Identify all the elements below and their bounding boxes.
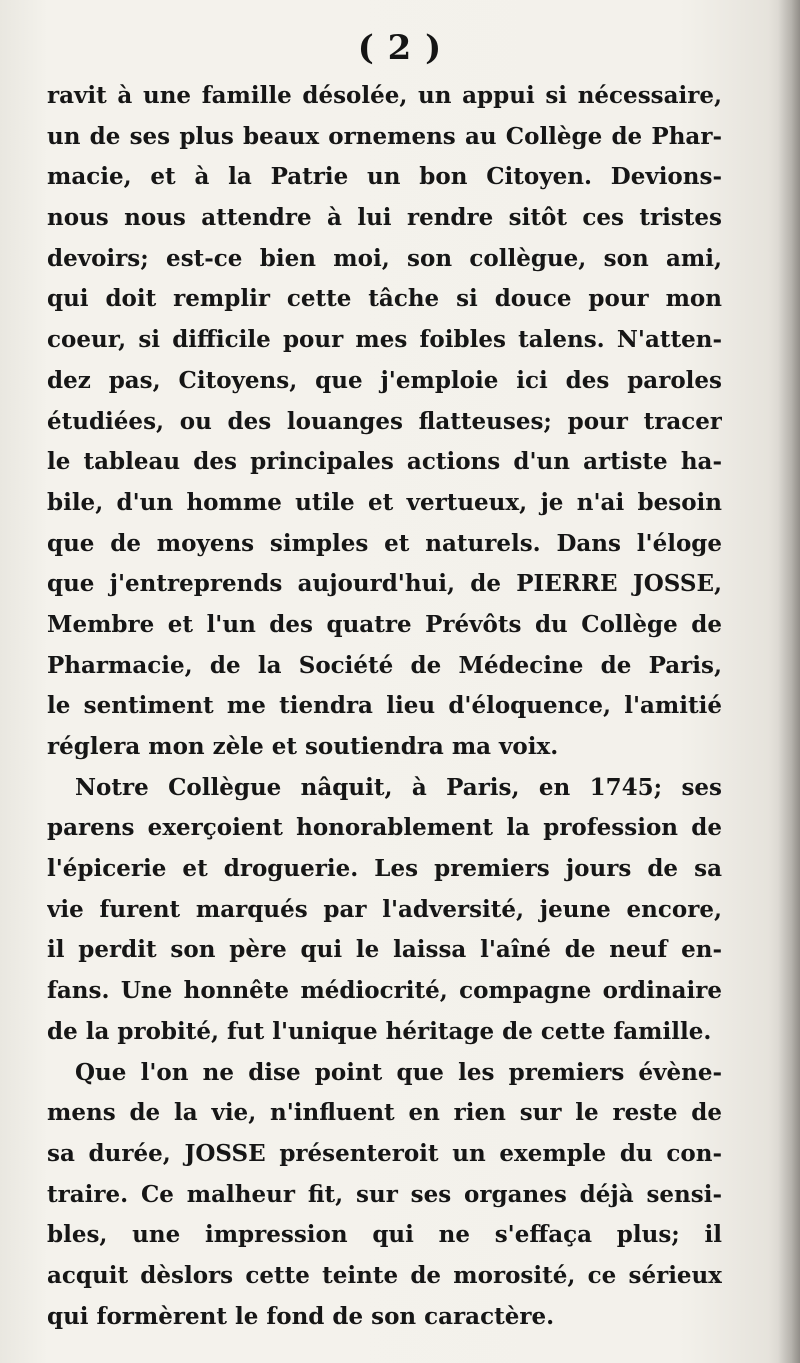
text-line: un de ses plus beaux ornemens au Collège de Phar-	[47, 122, 722, 150]
text-line: macie, et à la Patrie un bon Citoyen. Devions-	[47, 163, 722, 191]
text-line: de la probité, fut l'unique héritage de cette famille.	[47, 1017, 712, 1045]
text-line: ravit à une famille désolée, un appui si nécessaire,	[47, 82, 722, 109]
text-line: Membre et l'un des quatre Prévôts du Collège de	[47, 610, 722, 638]
text-line: le tableau des principales actions d'un artiste ha-	[47, 448, 722, 476]
text-line: fans. Une honnête médiocrité, compagne ordinaire	[47, 977, 722, 1005]
body-text	[47, 76, 722, 1337]
text-line: dez pas, Citoyens, que j'emploie ici des paroles	[47, 366, 722, 394]
text-line: traire. Ce malheur fit, sur ses organes déjà sensi-	[47, 1180, 722, 1208]
text-line: Notre Collègue nâquit, à Paris, en 1745; ses	[75, 773, 722, 801]
text-line: qui doit remplir cette tâche si douce pour mon	[47, 285, 722, 313]
text-line: vie furent marqués par l'adversité, jeune encore,	[47, 895, 722, 923]
text-line: réglera mon zèle et soutiendra ma voix.	[47, 733, 559, 760]
text-line: parens exerçoient honorablement la profession de	[47, 814, 722, 842]
page-number: ( 2 )	[357, 28, 443, 68]
text-line: Pharmacie, de la Société de Médecine de Paris,	[47, 651, 722, 679]
text-line: devoirs; est-ce bien moi, son collègue, son ami,	[47, 244, 722, 272]
text-line: sa durée, JOSSE présenteroit un exemple du con-	[47, 1139, 722, 1167]
text-line: bile, d'un homme utile et vertueux, je n'ai besoin	[47, 488, 722, 516]
page-edge-shadow	[778, 0, 800, 1363]
text-line: nous nous attendre à lui rendre sitôt ces tristes	[47, 204, 722, 232]
text-line: acquit dèslors cette teinte de morosité, ce sérieux	[47, 1261, 722, 1289]
text-line: qui formèrent le fond de son caractère.	[47, 1302, 555, 1330]
text-line: que j'entreprends aujourd'hui, de PIERRE JOSSE,	[47, 570, 722, 598]
text-line: étudiées, ou des louanges flatteuses; pour tracer	[47, 407, 722, 435]
text-line: que de moyens simples et naturels. Dans l'éloge	[47, 529, 722, 557]
text-line: l'épicerie et droguerie. Les premiers jours de sa	[47, 855, 722, 883]
text-line: coeur, si difficile pour mes foibles talens. N'atten-	[47, 326, 722, 354]
text-line: Que l'on ne dise point que les premiers évène-	[75, 1058, 722, 1086]
text-line: bles, une impression qui ne s'effaça plus; il	[47, 1221, 722, 1249]
text-line: le sentiment me tiendra lieu d'éloquence, l'amitié	[47, 692, 722, 720]
text-line: il perdit son père qui le laissa l'aîné de neuf en-	[47, 936, 722, 964]
text-line: mens de la vie, n'influent en rien sur le reste de	[47, 1099, 722, 1127]
